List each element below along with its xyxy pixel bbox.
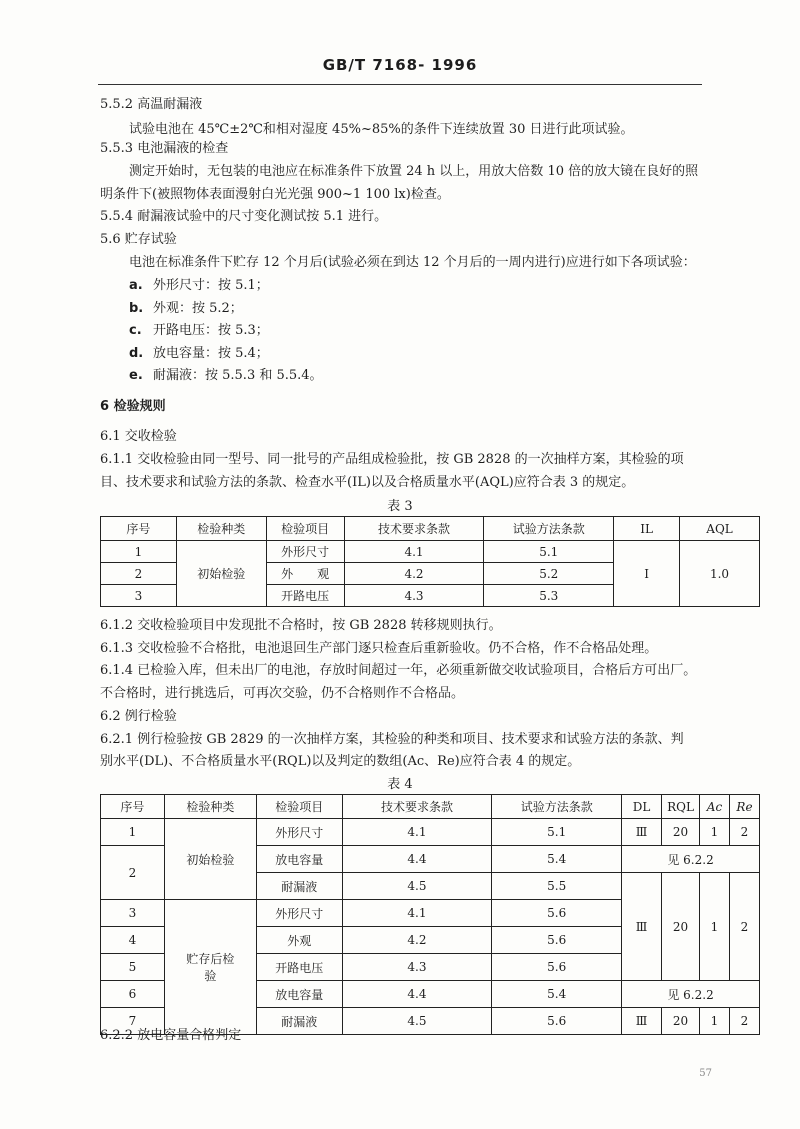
column-header: 检验项目 bbox=[256, 795, 342, 819]
row-number: 7 bbox=[101, 1008, 165, 1035]
dl-value: Ⅲ bbox=[622, 873, 662, 981]
header-rule bbox=[98, 84, 702, 85]
row-number: 6 bbox=[101, 981, 165, 1008]
clause-6-1-4-text-1: 6.1.4 已检验入库，但未出厂的电池，存放时间超过一年，必须重新做交收试验项目，合格后方可出厂。 bbox=[100, 663, 697, 678]
section-6-heading: 6 检验规则 bbox=[100, 399, 166, 414]
inspection-item: 外形尺寸 bbox=[256, 900, 342, 927]
rql-value: 20 bbox=[662, 819, 700, 846]
method-clause: 5.5 bbox=[492, 873, 622, 900]
inspection-item: 外观 bbox=[256, 927, 342, 954]
list-text: 放电容量：按 5.4； bbox=[153, 346, 269, 361]
document-header: GB/T 7168- 1996 bbox=[322, 56, 478, 74]
list-key: b. bbox=[129, 301, 144, 316]
table-3 bbox=[100, 516, 760, 607]
inspection-item: 放电容量 bbox=[256, 846, 342, 873]
row-number: 2 bbox=[101, 563, 177, 585]
clause-6-1-4-text-2: 不合格时，进行挑选后，可再次交验，仍不合格则作不合格品。 bbox=[100, 686, 465, 701]
inspection-item: 开路电压 bbox=[266, 585, 344, 607]
row-number: 2 bbox=[101, 846, 165, 900]
clause-5-6-text: 电池在标准条件下贮存 12 个月后(试验必须在到达 12 个月后的一周内进行)应进行如下各项试验： bbox=[129, 255, 696, 270]
requirement-clause: 4.5 bbox=[342, 873, 492, 900]
inspection-item: 耐漏液 bbox=[256, 873, 342, 900]
method-clause: 5.6 bbox=[492, 954, 622, 981]
list-text: 开路电压：按 5.3； bbox=[153, 323, 269, 338]
list-key: c. bbox=[129, 323, 142, 338]
clause-6-1-2: 6.1.2 交收检验项目中发现批不合格时，按 GB 2828 转移规则执行。 bbox=[100, 618, 502, 633]
table-3-caption: 表 3 bbox=[387, 499, 413, 514]
requirement-clause: 4.5 bbox=[342, 1008, 492, 1035]
method-clause: 5.1 bbox=[492, 819, 622, 846]
rql-value: 20 bbox=[662, 873, 700, 981]
column-header: 检验种类 bbox=[164, 795, 256, 819]
column-header: 技术要求条款 bbox=[342, 795, 492, 819]
column-header: RQL bbox=[662, 795, 700, 819]
column-header: Re bbox=[729, 795, 759, 819]
inspection-item: 放电容量 bbox=[256, 981, 342, 1008]
re-value: 2 bbox=[729, 873, 759, 981]
clause-6-2-heading: 6.2 例行检验 bbox=[100, 709, 177, 724]
clause-5-5-4: 5.5.4 耐漏液试验中的尺寸变化测试按 5.1 进行。 bbox=[100, 209, 388, 224]
list-text: 耐漏液：按 5.5.3 和 5.5.4。 bbox=[153, 368, 323, 383]
requirement-clause: 4.2 bbox=[344, 563, 484, 585]
row-number: 3 bbox=[101, 585, 177, 607]
inspection-item: 耐漏液 bbox=[256, 1008, 342, 1035]
ac-value: 1 bbox=[700, 819, 730, 846]
row-number: 5 bbox=[101, 954, 165, 981]
table-header-row bbox=[101, 795, 760, 819]
column-header: 序号 bbox=[101, 517, 177, 541]
requirement-clause: 4.1 bbox=[342, 900, 492, 927]
clause-6-1-heading: 6.1 交收检验 bbox=[100, 429, 177, 444]
method-clause: 5.6 bbox=[492, 927, 622, 954]
list-key: d. bbox=[129, 346, 144, 361]
inspection-item: 外 观 bbox=[266, 563, 344, 585]
rql-value: 20 bbox=[662, 1008, 700, 1035]
method-clause: 5.4 bbox=[492, 981, 622, 1008]
row-number: 1 bbox=[101, 541, 177, 563]
method-clause: 5.3 bbox=[484, 585, 614, 607]
clause-6-2-1-text-1: 6.2.1 例行检验按 GB 2829 的一次抽样方案，其检验的种类和项目、技术要求和试验方法的条款、判 bbox=[100, 732, 684, 747]
re-value: 2 bbox=[729, 1008, 759, 1035]
inspection-item: 开路电压 bbox=[256, 954, 342, 981]
table-row bbox=[101, 541, 760, 563]
list-item bbox=[129, 367, 738, 385]
clause-5-5-3-text-2: 明条件下(被照物体表面漫射白光光强 900~1 100 lx)检查。 bbox=[100, 187, 450, 202]
table-header-row bbox=[101, 517, 760, 541]
column-header: 试验方法条款 bbox=[492, 795, 622, 819]
method-clause: 5.2 bbox=[484, 563, 614, 585]
clause-6-1-1-text-2: 目、技术要求和试验方法的条款、检查水平(IL)以及合格质量水平(AQL)应符合表 3 的规定。 bbox=[100, 475, 635, 490]
column-header: 技术要求条款 bbox=[344, 517, 484, 541]
column-header: AQL bbox=[680, 517, 760, 541]
re-value: 2 bbox=[729, 819, 759, 846]
table-4 bbox=[100, 794, 760, 1035]
page-number: 57 bbox=[699, 1068, 712, 1079]
inspection-category: 初始检验 bbox=[164, 819, 256, 900]
clause-5-5-2-text: 试验电池在 45℃±2℃和相对湿度 45%~85%的条件下连续放置 30 日进行此项试验。 bbox=[129, 122, 634, 137]
list-text: 外形尺寸：按 5.1； bbox=[153, 278, 269, 293]
inspection-level: Ⅰ bbox=[614, 541, 680, 607]
requirement-clause: 4.3 bbox=[342, 954, 492, 981]
method-clause: 5.1 bbox=[484, 541, 614, 563]
list-item bbox=[129, 300, 738, 318]
requirement-clause: 4.3 bbox=[344, 585, 484, 607]
clause-6-1-3: 6.1.3 交收检验不合格批，电池退回生产部门逐只检查后重新验收。仍不合格，作不合格品处理。 bbox=[100, 641, 658, 656]
column-header: Ac bbox=[700, 795, 730, 819]
see-clause-note: 见 6.2.2 bbox=[622, 846, 760, 873]
aql-value: 1.0 bbox=[680, 541, 760, 607]
column-header: DL bbox=[622, 795, 662, 819]
ac-value: 1 bbox=[700, 1008, 730, 1035]
requirement-clause: 4.2 bbox=[342, 927, 492, 954]
clause-6-1-1-text-1: 6.1.1 交收检验由同一型号、同一批号的产品组成检验批，按 GB 2828 的一次抽样方案，其检验的项 bbox=[100, 452, 684, 467]
list-item bbox=[129, 322, 738, 340]
inspection-category: 初始检验 bbox=[176, 541, 266, 607]
requirement-clause: 4.4 bbox=[342, 981, 492, 1008]
clause-6-2-1-text-2: 别水平(DL)、不合格质量水平(RQL)以及判定的数组(Ac、Re)应符合表 4 的规定。 bbox=[100, 754, 581, 769]
column-header: 检验种类 bbox=[176, 517, 266, 541]
column-header: IL bbox=[614, 517, 680, 541]
requirement-clause: 4.1 bbox=[344, 541, 484, 563]
clause-6-2-2-heading: 6.2.2 放电容量合格判定 bbox=[100, 1028, 242, 1043]
list-key: e. bbox=[129, 368, 143, 383]
method-clause: 5.6 bbox=[492, 900, 622, 927]
row-number: 3 bbox=[101, 900, 165, 927]
list-item bbox=[129, 277, 738, 295]
requirement-clause: 4.1 bbox=[342, 819, 492, 846]
inspection-item: 外形尺寸 bbox=[256, 819, 342, 846]
dl-value: Ⅲ bbox=[622, 819, 662, 846]
dl-value: Ⅲ bbox=[622, 1008, 662, 1035]
row-number: 1 bbox=[101, 819, 165, 846]
clause-5-5-2-heading: 5.5.2 高温耐漏液 bbox=[100, 97, 203, 112]
ac-value: 1 bbox=[700, 873, 730, 981]
table-row bbox=[101, 819, 760, 846]
column-header: 试验方法条款 bbox=[484, 517, 614, 541]
inspection-item: 外形尺寸 bbox=[266, 541, 344, 563]
see-clause-note: 见 6.2.2 bbox=[622, 981, 760, 1008]
table-4-caption: 表 4 bbox=[387, 777, 413, 792]
method-clause: 5.4 bbox=[492, 846, 622, 873]
clause-5-6-heading: 5.6 贮存试验 bbox=[100, 232, 177, 247]
list-item bbox=[129, 345, 738, 363]
clause-5-5-3-heading: 5.5.3 电池漏液的检查 bbox=[100, 141, 229, 156]
inspection-category: 贮存后检验 bbox=[164, 900, 256, 1035]
column-header: 序号 bbox=[101, 795, 165, 819]
clause-5-5-3-text-1: 测定开始时，无包装的电池应在标准条件下放置 24 h 以上，用放大倍数 10 倍的放大镜在良好的照 bbox=[129, 164, 699, 179]
list-text: 外观：按 5.2； bbox=[153, 301, 243, 316]
column-header: 检验项目 bbox=[266, 517, 344, 541]
row-number: 4 bbox=[101, 927, 165, 954]
requirement-clause: 4.4 bbox=[342, 846, 492, 873]
list-key: a. bbox=[129, 278, 143, 293]
method-clause: 5.6 bbox=[492, 1008, 622, 1035]
